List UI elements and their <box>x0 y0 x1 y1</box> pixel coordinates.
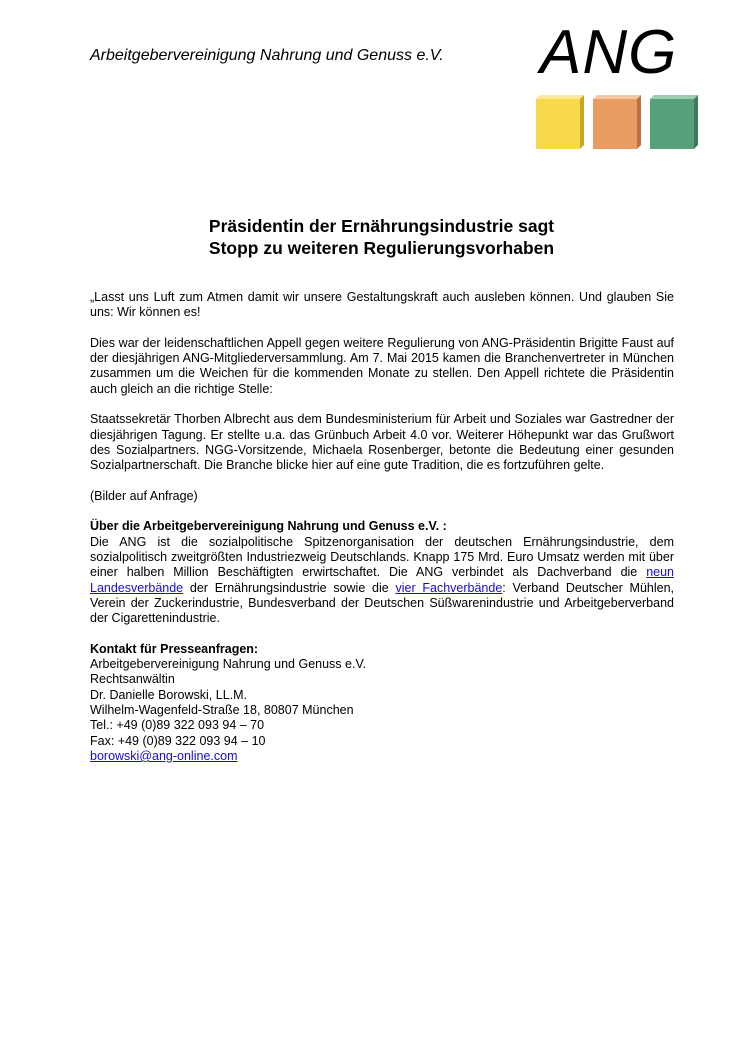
press-release-body <box>90 290 674 780</box>
fachverbaende-link[interactable]: vier Fachverbände <box>395 580 503 595</box>
contact-email-link[interactable]: borowski@ang-online.com <box>90 748 238 763</box>
press-release-title <box>90 215 673 259</box>
about-text-1: Die ANG ist die sozialpolitische Spitzenorganisation der deutschen Ernährungsindustrie, dem sozialpolitisch zweitgrößten Industriezweig Deutschlands. Knapp 175 Mrd. Euro Umsatz werden mit über einer halben Million Beschäftigten erwirtschaftet. Die ANG verbindet als Dachverband die <box>90 534 674 580</box>
about-section <box>90 519 674 626</box>
contact-section <box>90 642 674 764</box>
contact-address: Wilhelm-Wagenfeld-Straße 18, 80807 München <box>90 703 354 718</box>
contact-name: Dr. Danielle Borowski, LL.M. <box>90 687 248 702</box>
ang-logo-text: ANG <box>540 18 678 87</box>
logo-square-yellow <box>536 95 584 149</box>
guests-paragraph: Staatssekretär Thorben Albrecht aus dem Bundesministerium für Arbeit und Soziales war Gastredner der diesjährigen Tagung. Er stellte u.a. das Grünbuch Arbeit 4.0 vor. Weiterer Höhepunkt war das Grußwort des Sozialpartners. NGG-Vorsitzende, Michaela Rosenberger, betonte die Bedeutung einer gesunden Sozialpartnerschaft. Die Branche blicke hier auf eine gute Tradition, die es fortzuführen gelte. <box>90 412 674 473</box>
contact-org: Arbeitgebervereinigung Nahrung und Genuss e.V. <box>90 657 367 672</box>
ang-logo-squares <box>536 95 702 149</box>
header-org-name: Arbeitgebervereinigung Nahrung und Genuss e.V. <box>90 47 444 64</box>
images-note: (Bilder auf Anfrage) <box>90 488 198 503</box>
landesverbaende-link[interactable]: neun Landesverbände <box>90 565 674 595</box>
title-line-1: Präsidentin der Ernährungsindustrie sagt <box>208 216 555 236</box>
contact-tel: Tel.: +49 (0)89 322 093 94 – 70 <box>90 718 265 733</box>
quote-paragraph: „Lasst uns Luft zum Atmen damit wir unsere Gestaltungskraft auch ausleben können. Und glauben Sie uns: Wir können es! <box>90 290 674 320</box>
logo-square-green <box>650 95 698 149</box>
title-line-2: Stopp zu weiteren Regulierungsvorhaben <box>208 238 555 258</box>
about-text-3: : Verband Deutscher Mühlen, Verein der Zuckerindustrie, Bundesverband der Deutschen Süßwarenindustrie und Arbeitgeberverband der Cigarettenindustrie. <box>90 580 675 626</box>
about-heading: Über die Arbeitgebervereinigung Nahrung und Genuss e.V. : <box>90 519 447 534</box>
logo-square-orange <box>593 95 641 149</box>
contact-role: Rechtsanwältin <box>90 672 175 687</box>
contact-heading: Kontakt für Presseanfragen: <box>90 641 259 656</box>
appeal-paragraph: Dies war der leidenschaftlichen Appell gegen weitere Regulierung von ANG-Präsidentin Brigitte Faust auf der diesjährigen ANG-Mitgliederversammlung. Am 7. Mai 2015 kamen die Branchenvertreter in München zusammen um die Weichen für die kommenden Monate zu stellen. Den Appell richtete die Präsidentin auch gleich an die richtige Stelle: <box>90 335 674 396</box>
contact-fax: Fax: +49 (0)89 322 093 94 – 10 <box>90 733 266 748</box>
about-text-2: der Ernährungsindustrie sowie die <box>183 580 396 595</box>
